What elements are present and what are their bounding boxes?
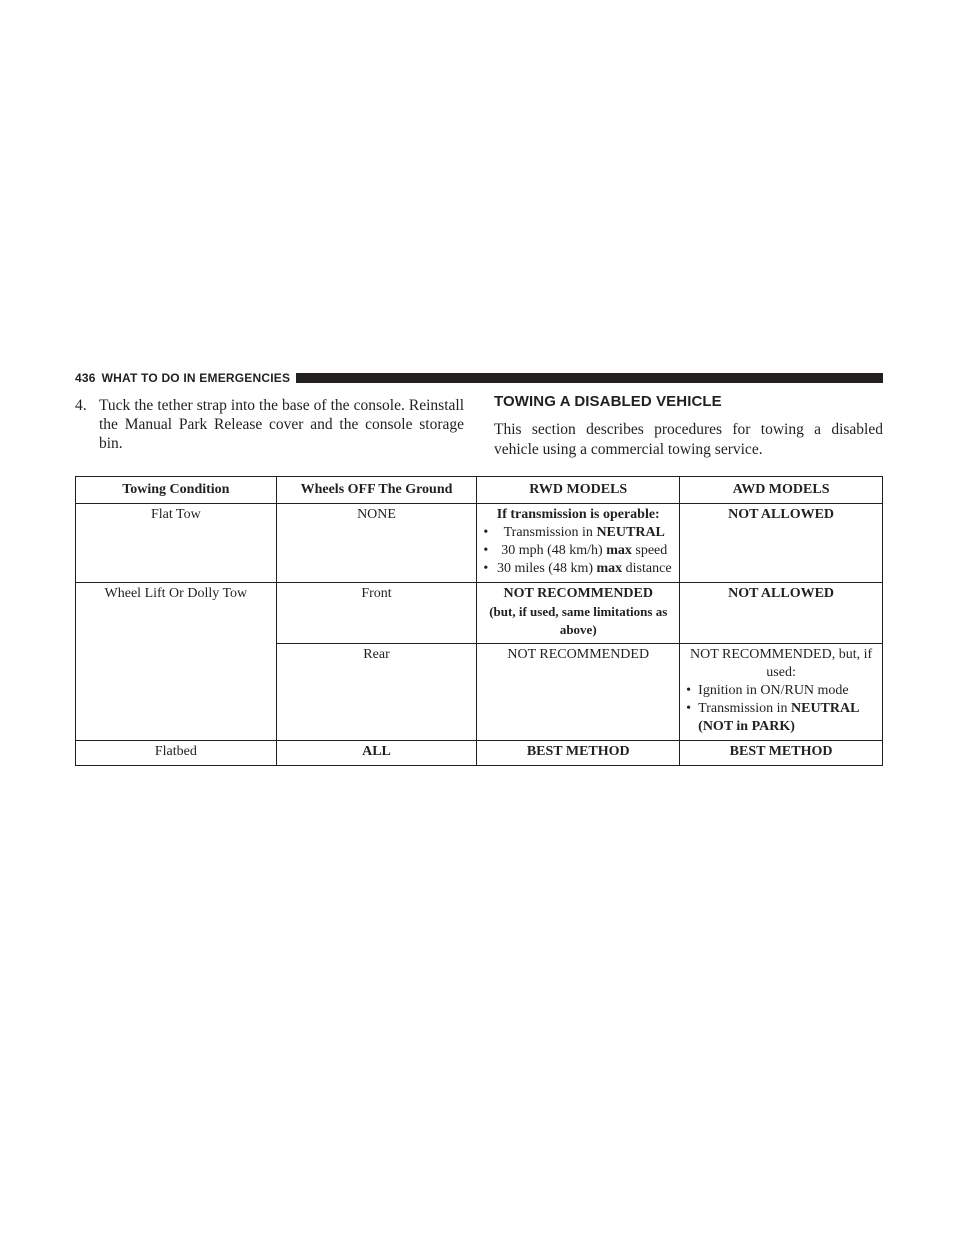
cell-condition: Flatbed bbox=[76, 741, 277, 766]
right-column bbox=[494, 392, 883, 460]
list-item: • Transmission in NEUTRAL (NOT in PARK) bbox=[686, 700, 876, 736]
page-number: 436 bbox=[75, 371, 96, 385]
step-number: 4. bbox=[75, 397, 87, 414]
section-title: TOWING A DISABLED VEHICLE bbox=[494, 393, 722, 410]
cell-rwd bbox=[477, 504, 680, 583]
rwd-list bbox=[483, 524, 673, 578]
step-4 bbox=[75, 396, 464, 453]
awd-list bbox=[686, 682, 876, 736]
table-row-flat-tow bbox=[76, 504, 883, 583]
cell-awd: NOT ALLOWED bbox=[680, 504, 883, 583]
cell-wheels: NONE bbox=[276, 504, 477, 583]
towing-table bbox=[75, 476, 883, 766]
cell-rwd: NOT RECOMMENDED bbox=[477, 644, 680, 741]
cell-condition: Wheel Lift Or Dolly Tow bbox=[76, 583, 277, 741]
table-row-wheel-lift-front bbox=[76, 583, 883, 644]
cell-rwd bbox=[477, 583, 680, 644]
cell-awd: NOT ALLOWED bbox=[680, 583, 883, 644]
page-header bbox=[75, 369, 883, 387]
rwd-heading: If transmission is operable: bbox=[496, 507, 660, 522]
cell-awd bbox=[680, 644, 883, 741]
rwd-note: (but, if used, same limitations as above) bbox=[489, 604, 668, 637]
header-rule bbox=[296, 373, 883, 383]
header-awd: AWD MODELS bbox=[680, 477, 883, 504]
table-header-row bbox=[76, 477, 883, 504]
cell-condition: Flat Tow bbox=[76, 504, 277, 583]
section-intro: This section describes procedures for towing a disabled vehicle using a commercial towing service. bbox=[494, 421, 883, 458]
list-item: • Transmission in NEUTRAL bbox=[483, 524, 673, 542]
left-column bbox=[75, 396, 464, 453]
cell-rwd: BEST METHOD bbox=[477, 741, 680, 766]
list-item: • 30 miles (48 km) max distance bbox=[483, 560, 673, 578]
section-name: WHAT TO DO IN EMERGENCIES bbox=[101, 371, 291, 385]
list-item: • 30 mph (48 km/h) max speed bbox=[483, 542, 673, 560]
awd-heading: NOT RECOMMENDED, but, if used: bbox=[690, 647, 873, 680]
list-item: • Ignition in ON/RUN mode bbox=[686, 682, 876, 700]
cell-awd: BEST METHOD bbox=[680, 741, 883, 766]
cell-wheels: Rear bbox=[276, 644, 477, 741]
header-towing-condition: Towing Condition bbox=[76, 477, 277, 504]
table-row-flatbed bbox=[76, 741, 883, 766]
header-rwd: RWD MODELS bbox=[477, 477, 680, 504]
cell-wheels: Front bbox=[276, 583, 477, 644]
header-wheels-off: Wheels OFF The Ground bbox=[276, 477, 477, 504]
cell-wheels: ALL bbox=[276, 741, 477, 766]
step-text: Tuck the tether strap into the base of the console. Reinstall the Manual Park Release cover and the console storage bin. bbox=[99, 397, 464, 452]
rwd-status: NOT RECOMMENDED bbox=[503, 586, 653, 601]
